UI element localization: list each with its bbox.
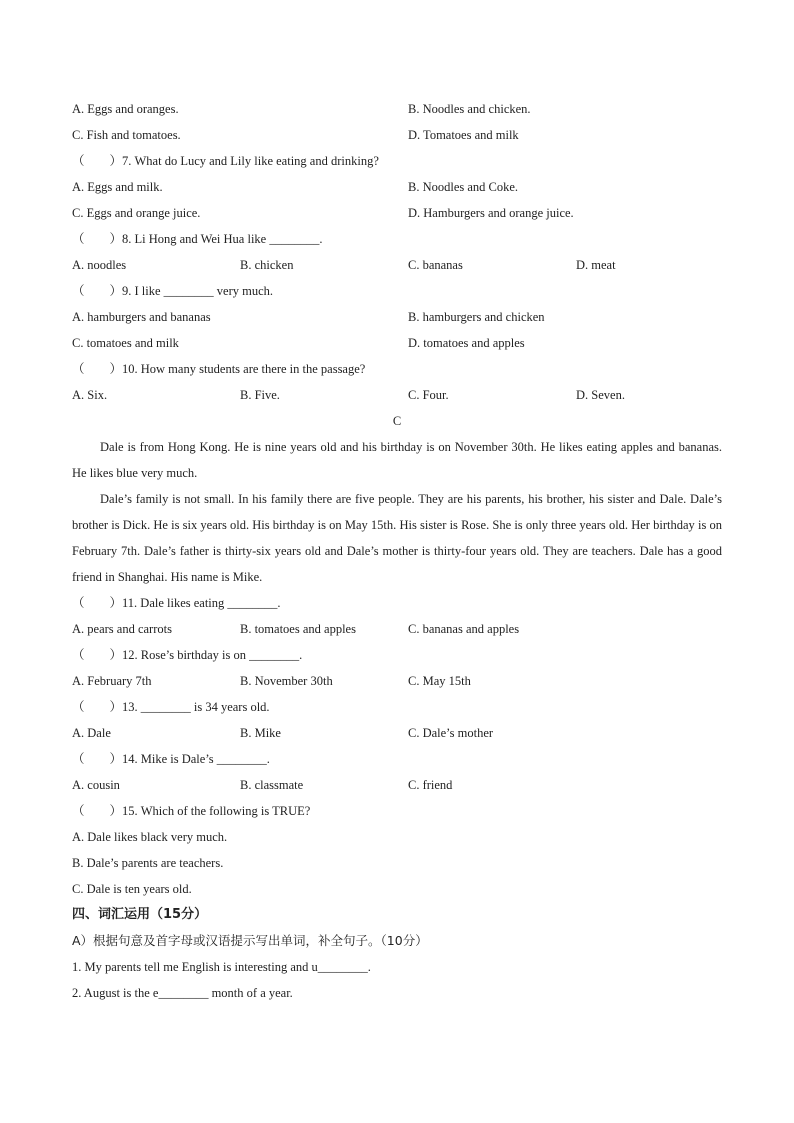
q9-stem: （ ）9. I like ________ very much. xyxy=(72,284,274,298)
q10-option-c: C. Four. xyxy=(408,388,449,402)
q12-option-a: A. February 7th xyxy=(72,674,152,688)
q13-option-b: B. Mike xyxy=(240,726,281,740)
q7-option-b: B. Noodles and Coke. xyxy=(408,180,519,194)
q11-option-a: A. pears and carrots xyxy=(72,622,172,636)
q12-options-row xyxy=(72,673,722,689)
q14-options-row xyxy=(72,777,722,793)
q14-option-c: C. friend xyxy=(408,778,453,792)
q10-option-a: A. Six. xyxy=(72,388,108,402)
q12-option-c: C. May 15th xyxy=(408,674,471,688)
passage-paragraph-1: Dale is from Hong Kong. He is nine years old and his birthday is on November 30th. He likes eating apples and bananas. He likes blue very much. xyxy=(72,440,722,480)
q9-option-c: C. tomatoes and milk xyxy=(72,336,179,350)
q6-options-row-1 xyxy=(72,101,722,117)
q7-options-row-1 xyxy=(72,179,722,195)
q8-stem: （ ）8. Li Hong and Wei Hua like ________. xyxy=(72,232,323,246)
q13-option-c: C. Dale’s mother xyxy=(408,726,494,740)
section-4-item-2: 2. August is the e________ month of a year. xyxy=(72,986,293,1000)
q15-option-c: C. Dale is ten years old. xyxy=(72,882,192,896)
q7-options-row-2 xyxy=(72,205,722,221)
q10-options-row xyxy=(72,387,722,403)
q9-option-b: B. hamburgers and chicken xyxy=(408,310,545,324)
q9-option-d: D. tomatoes and apples xyxy=(408,336,525,350)
q7-option-a: A. Eggs and milk. xyxy=(72,180,163,194)
q6-options-row-2 xyxy=(72,127,722,143)
q14-option-a: A. cousin xyxy=(72,778,120,792)
q15-stem: （ ）15. Which of the following is TRUE? xyxy=(72,804,311,818)
q15-option-a: A. Dale likes black very much. xyxy=(72,830,228,844)
q14-stem: （ ）14. Mike is Dale’s ________. xyxy=(72,752,270,766)
section-4-instruction: A）根据句意及首字母或汉语提示写出单词，补全句子。（10分） xyxy=(72,933,428,948)
q12-stem: （ ）12. Rose’s birthday is on ________. xyxy=(72,648,303,662)
q9-options-row-2 xyxy=(72,335,722,351)
q6-option-c: C. Fish and tomatoes. xyxy=(72,128,181,142)
q15-option-b: B. Dale’s parents are teachers. xyxy=(72,856,224,870)
q13-option-a: A. Dale xyxy=(72,726,111,740)
q7-option-d: D. Hamburgers and orange juice. xyxy=(408,206,574,220)
q9-option-a: A. hamburgers and bananas xyxy=(72,310,211,324)
q14-option-b: B. classmate xyxy=(240,778,304,792)
passage-paragraph-2: Dale’s family is not small. In his family there are five people. They are his parents, his brother, his sister and Dale. Dale’s brother is Dick. He is six years old. His birthday is on May 15th. His sister is Rose. She is only three years old. Her birthday is on February 7th. Dale’s father is thirty-six years old and Dale’s mother is thirty-four years old. They are teachers. Dale has a good friend in Shanghai. His name is Mike. xyxy=(72,492,722,584)
q6-option-b: B. Noodles and chicken. xyxy=(408,102,531,116)
q11-option-c: C. bananas and apples xyxy=(408,622,520,636)
q11-stem: （ ）11. Dale likes eating ________. xyxy=(72,596,281,610)
q13-options-row xyxy=(72,725,722,741)
q10-option-d: D. Seven. xyxy=(576,388,625,402)
q8-option-d: D. meat xyxy=(576,258,616,272)
q6-option-d: D. Tomatoes and milk xyxy=(408,128,519,142)
q8-option-a: A. noodles xyxy=(72,258,127,272)
q9-options-row-1 xyxy=(72,309,722,325)
q11-options-row xyxy=(72,621,722,637)
q11-option-b: B. tomatoes and apples xyxy=(240,622,356,636)
section-c-label: C xyxy=(392,414,402,428)
q8-option-c: C. bananas xyxy=(408,258,463,272)
q6-option-a: A. Eggs and oranges. xyxy=(72,102,179,116)
q7-option-c: C. Eggs and orange juice. xyxy=(72,206,201,220)
section-4-item-1: 1. My parents tell me English is interesting and u________. xyxy=(72,960,371,974)
q13-stem: （ ）13. ________ is 34 years old. xyxy=(72,700,270,714)
q8-options-row xyxy=(72,257,722,273)
q12-option-b: B. November 30th xyxy=(240,674,333,688)
q10-stem: （ ）10. How many students are there in the passage? xyxy=(72,362,366,376)
q10-option-b: B. Five. xyxy=(240,388,280,402)
section-4-heading: 四、词汇运用（15分） xyxy=(72,907,208,922)
q7-stem: （ ）7. What do Lucy and Lily like eating and drinking? xyxy=(72,154,379,168)
q8-option-b: B. chicken xyxy=(240,258,294,272)
